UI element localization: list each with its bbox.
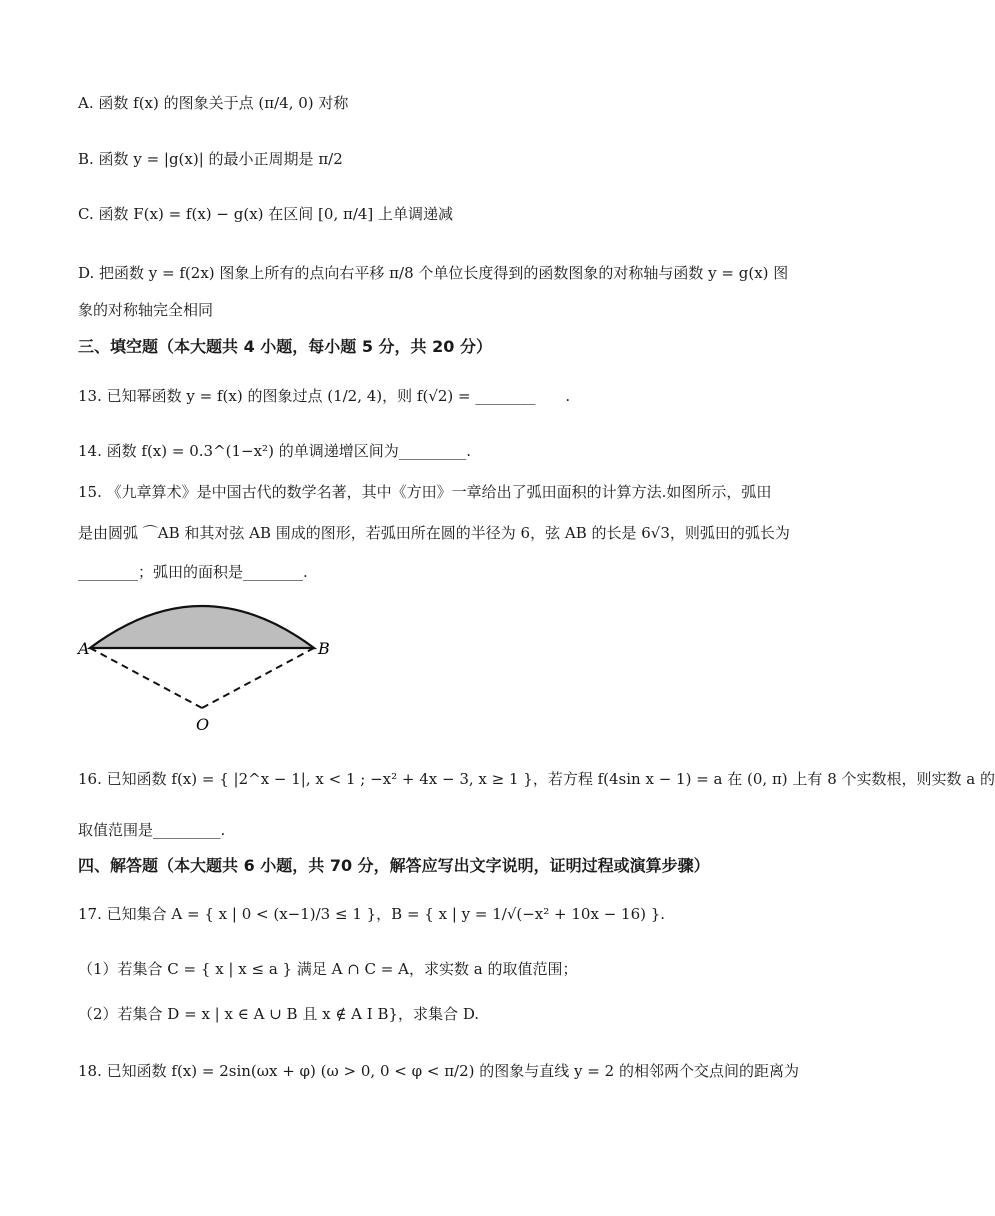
option-b: B. 函数 y = |g(x)| 的最小正周期是 π/2 <box>78 150 343 168</box>
option-a: A. 函数 f(x) 的图象关于点 (π/4, 0) 对称 <box>78 94 349 112</box>
point-b-label: B <box>318 639 330 658</box>
arc-segment-shape <box>90 606 314 648</box>
question-17-part-1: （1）若集合 C = { x | x ≤ a } 满足 A ∩ C = A，求实数 a 的取值范围； <box>78 960 578 978</box>
section-heading-answer: 四、解答题（本大题共 6 小题，共 70 分，解答应写出文字说明，证明过程或演算步骤） <box>78 856 710 875</box>
point-a-label: A <box>78 639 90 658</box>
question-14: 14. 函数 f(x) = 0.3^(1−x²) 的单调递增区间为_________. <box>78 442 471 460</box>
dashed-line-ao <box>90 648 202 708</box>
question-15-line-1: 15. 《九章算术》是中国古代的数学名著，其中《方田》一章给出了弧田面积的计算方法.如图所示，弧田 <box>78 483 772 501</box>
question-16-line-2: 取值范围是_________. <box>78 821 226 839</box>
option-d-line-2: 象的对称轴完全相同 <box>78 301 214 319</box>
question-16: 16. 已知函数 f(x) = { |2^x − 1|, x < 1 ; −x² + 4x − 3, x ≥ 1 }，若方程 f(4sin x − 1) = a 在 (0, π) 上有 8 个实数根，则实数 a 的 <box>78 770 995 788</box>
question-17-part-2: （2）若集合 D = x | x ∈ A ∪ B 且 x ∉ A Ⅰ B}，求集合 D. <box>78 1005 480 1023</box>
dashed-line-bo <box>202 648 314 708</box>
option-d-line-1: D. 把函数 y = f(2x) 图象上所有的点向右平移 π/8 个单位长度得到的函数图象的对称轴与函数 y = g(x) 图 <box>78 264 789 282</box>
point-o-label: O <box>196 715 210 734</box>
question-18: 18. 已知函数 f(x) = 2sin(ωx + φ) (ω > 0, 0 < φ < π/2) 的图象与直线 y = 2 的相邻两个交点间的距离为 <box>78 1062 799 1080</box>
question-15-line-2: 是由圆弧 ⌒AB 和其对弦 AB 围成的图形，若弧田所在圆的半径为 6，弦 AB 的长是 6√3，则弧田的弧长为 <box>78 524 790 542</box>
question-15-line-3: ________；弧田的面积是________. <box>78 563 308 581</box>
arc-field-figure <box>70 590 350 740</box>
option-c: C. 函数 F(x) = f(x) − g(x) 在区间 [0, π/4] 上单调递减 <box>78 205 454 223</box>
section-heading-fill-in: 三、填空题（本大题共 4 小题，每小题 5 分，共 20 分） <box>78 337 492 356</box>
question-17: 17. 已知集合 A = { x | 0 < (x−1)/3 ≤ 1 }，B = { x | y = 1/√(−x² + 10x − 16) }. <box>78 905 666 923</box>
question-13: 13. 已知幂函数 y = f(x) 的图象过点 (1/2, 4)，则 f(√2) = ________ . <box>78 387 571 405</box>
